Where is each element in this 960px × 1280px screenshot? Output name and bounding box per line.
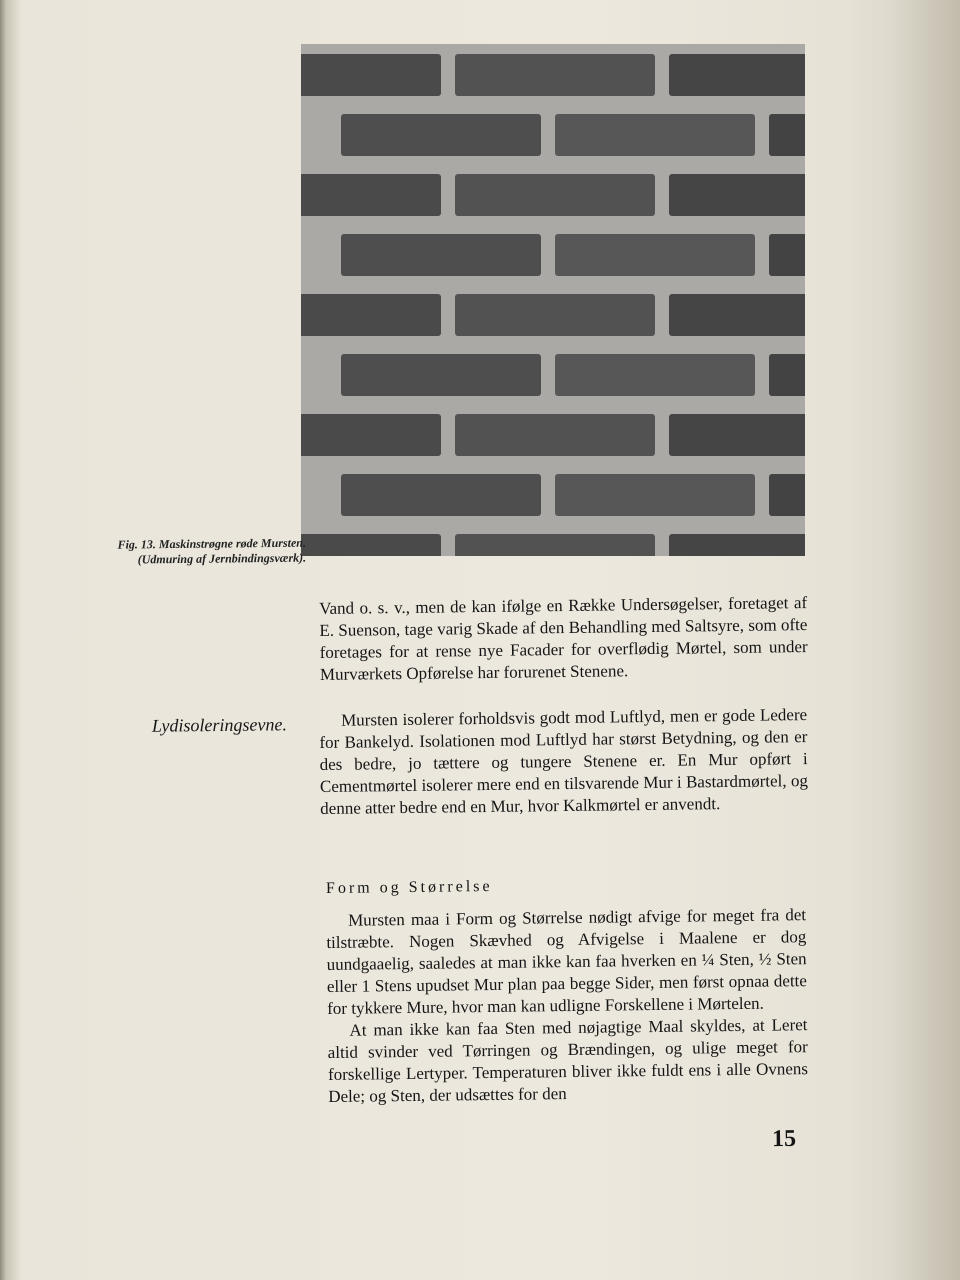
brick	[769, 114, 805, 156]
brick	[301, 534, 441, 556]
paragraph-continuation	[319, 592, 808, 686]
brick	[455, 174, 655, 216]
brick	[301, 414, 441, 456]
brick	[555, 234, 755, 276]
caption-line-2: (Udmuring af Jernbindingsværk).	[137, 550, 307, 567]
brick	[455, 534, 655, 556]
section-form-size	[326, 904, 808, 1108]
paragraph-form-1: Mursten maa i Form og Størrelse nødigt afvige for meget fra det tilstræbte. Nogen Skævhed og Afvigelse i Maalene er dog uundgaaelig, saaledes at man ikke kan faa hverken en ¼ Sten, ½ Sten eller 1 Stens upudset Mur plan paa begge Sider, men først opnaa dette for tykkere Mure, hvor man kan udligne Forskellene i Mørtelen.	[326, 905, 808, 1018]
figure-caption	[44, 536, 306, 569]
paragraph-form-2: At man ikke kan faa Sten med nøjagtige Maal skyldes, at Leret altid svinder ved Tørringen og Brændingen, og ulige meget for forskellige Lertyper. Temperaturen bliver ikke fuldt ens i alle Ovnens Dele; og Sten, der udsættes for den	[327, 1015, 809, 1106]
section-heading: Form og Størrelse	[325, 877, 493, 898]
brick	[555, 474, 755, 516]
brick	[341, 474, 541, 516]
brick	[769, 234, 805, 276]
paragraph-text: Vand o. s. v., men de kan ifølge en Række Undersøgelser, foretaget af E. Suenson, tage varig Skade af den Behandling med Saltsyre, som ofte foretages for at rense nye Facader for overflødig Mørtel, som under Murværkets Opførelse har forurenet Stenene.	[319, 593, 808, 684]
brick	[341, 354, 541, 396]
brick	[555, 114, 755, 156]
brick	[669, 294, 805, 336]
page-shadow	[890, 0, 960, 1280]
paragraph-text: Mursten isolerer forholdsvis godt mod Luftlyd, men er gode Ledere for Bankelyd. Isolationen mod Luftlyd har størst Betydning, og den er des bedre, jo tættere og tungere Stenene er. En Mur opført i Cementmørtel isolerer mere end en tilsvarende Mur i Bastardmørtel, og denne atter bedre end en Mur, hvor Kalkmørtel er anvendt.	[319, 705, 809, 818]
brick-wall-image	[301, 44, 805, 556]
brick	[455, 54, 655, 96]
brick	[669, 174, 805, 216]
brick	[669, 414, 805, 456]
brick	[341, 114, 541, 156]
brick	[455, 294, 655, 336]
brick	[669, 54, 805, 96]
page-number: 15	[771, 1125, 797, 1153]
brick	[341, 234, 541, 276]
caption-line-1: Fig. 13. Maskinstrøgne røde Mursten.	[117, 535, 306, 552]
brick-wall-photo	[301, 44, 805, 556]
brick	[769, 354, 805, 396]
brick	[769, 474, 805, 516]
brick	[301, 294, 441, 336]
paragraph-sound-insulation	[319, 704, 808, 820]
brick	[669, 534, 805, 556]
side-heading-sound-insulation: Lydisoleringsevne.	[151, 714, 288, 736]
brick	[455, 414, 655, 456]
brick	[301, 174, 441, 216]
brick	[555, 354, 755, 396]
brick	[301, 54, 441, 96]
